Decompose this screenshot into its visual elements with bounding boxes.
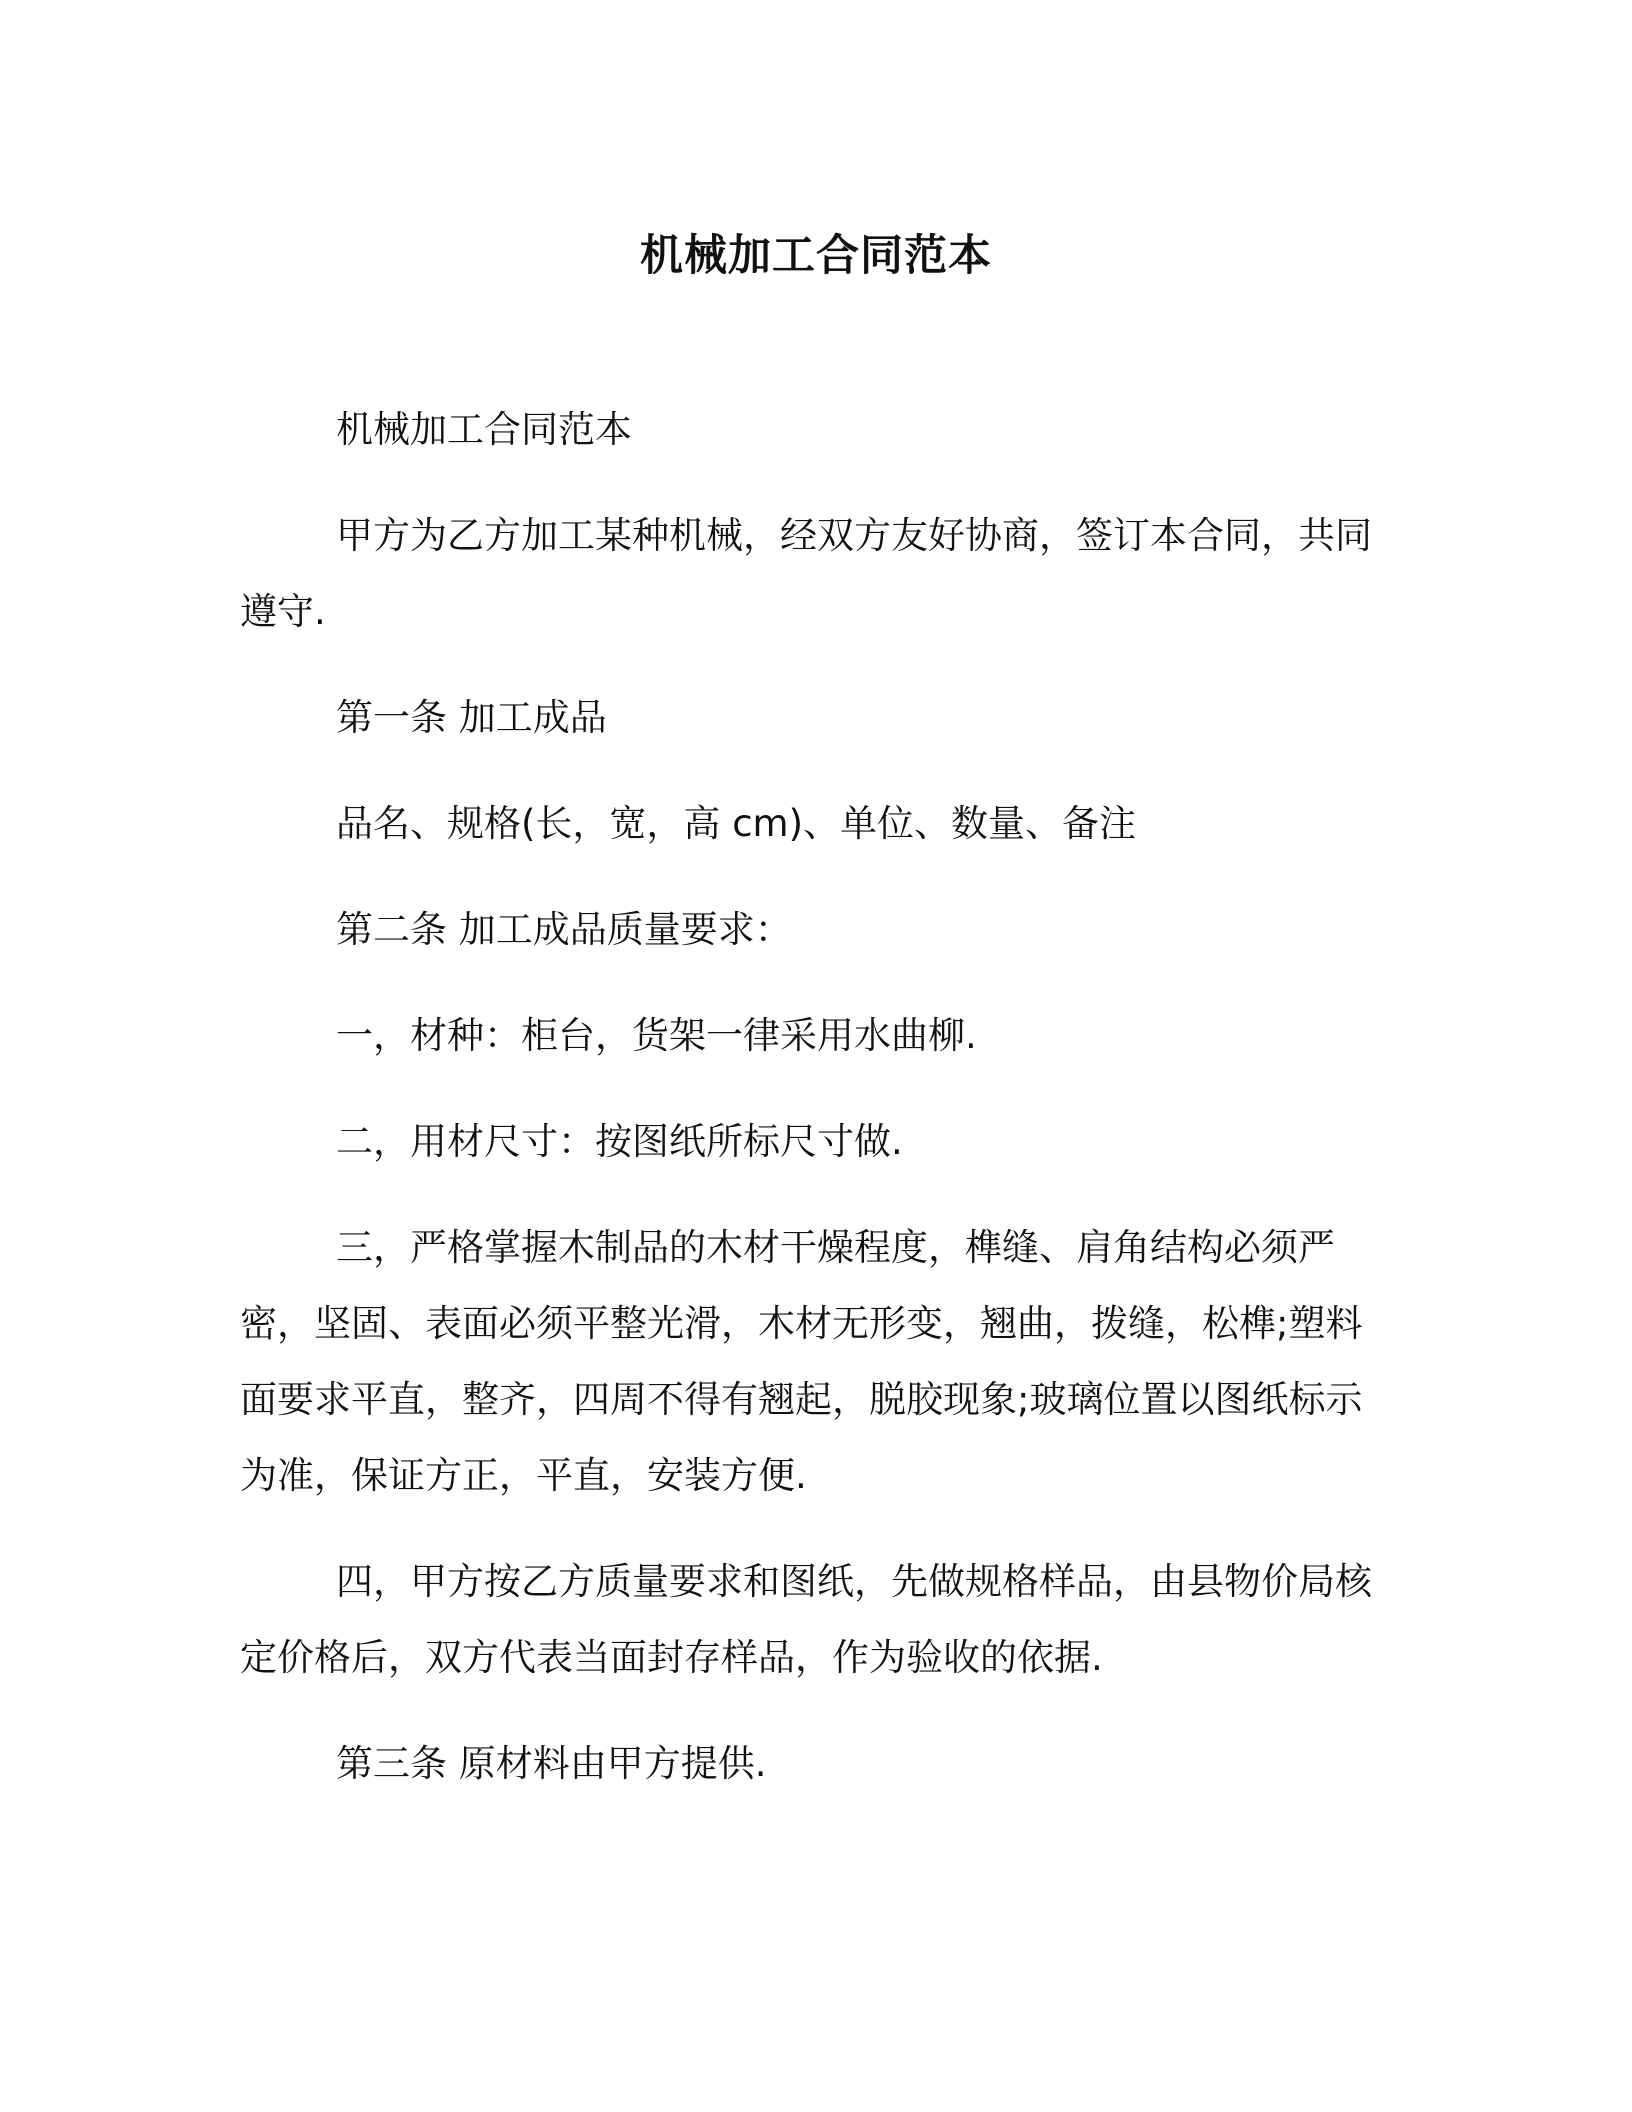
article-2-item-2: 二，用材尺寸：按图纸所标尺寸做. [336,1120,903,1163]
article-1-fields: 品名、规格(长，宽，高 cm)、单位、数量、备注 [336,802,1137,845]
article-3-heading: 第三条 原材料由甲方提供. [336,1742,767,1785]
article-2-item-4: 四，甲方按乙方质量要求和图纸，先做规格样品，由县物价局核定价格后，双方代表当面封存样品，作为验收的依据. [240,1560,1372,1679]
article-2-heading: 第二条 加工成品质量要求： [336,908,792,951]
paragraph-preamble: 甲方为乙方加工某种机械，经双方友好协商，签订本合同，共同遵守. [240,514,1372,633]
document-title: 机械加工合同范本 [640,231,992,281]
document-body [240,392,1392,1832]
paragraph-subtitle: 机械加工合同范本 [336,408,632,451]
article-2-item-1: 一，材种：柜台，货架一律采用水曲柳. [336,1014,977,1057]
article-2-item-3: 三，严格掌握木制品的木材干燥程度，榫缝、肩角结构必须严密，坚固、表面必须平整光滑，木材无形变，翘曲，拨缝，松榫;塑料面要求平直，整齐，四周不得有翘起，脱胶现象;玻璃位置以图纸标示为准，保证方正，平直，安装方便. [240,1226,1363,1497]
article-1-heading: 第一条 加工成品 [336,696,607,739]
